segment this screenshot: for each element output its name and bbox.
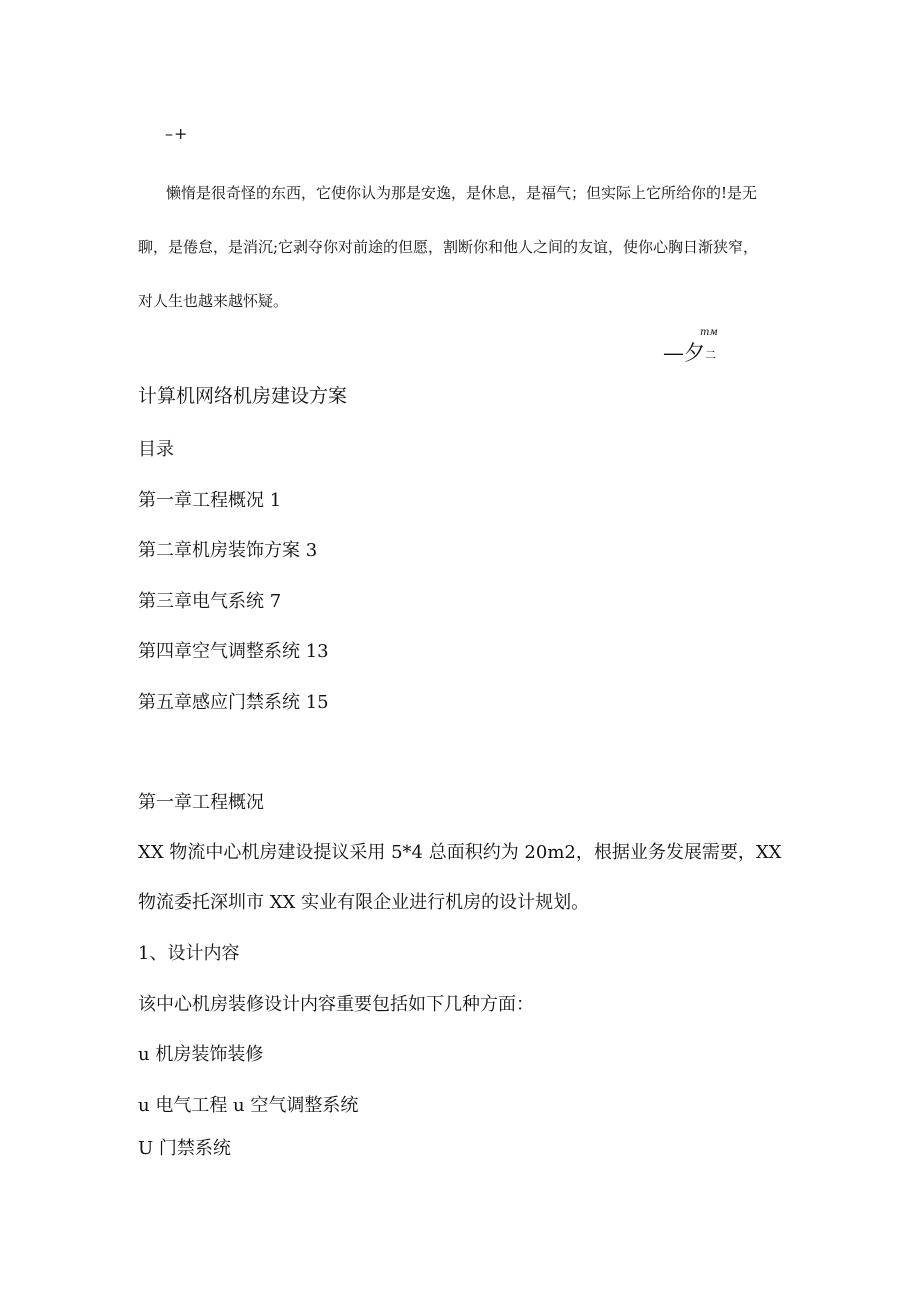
section-intro: 该中心机房装修设计内容重要包括如下几种方面： <box>138 994 534 1015</box>
bullet-item: u 电气工程 u 空气调整系统 <box>138 1095 359 1116</box>
signature-text: —夕 <box>663 341 705 365</box>
toc-item[interactable]: 第二章机房装饰方案 3 <box>138 540 318 561</box>
bullet-item: U 门禁系统 <box>138 1138 231 1159</box>
document-title: 计算机网络机房建设方案 <box>138 385 348 407</box>
chapter-paragraph-line-1: XX 物流中心机房建设提议采用 5*4 总面积约为 20m2，根据业务发展需要，XX <box>138 842 782 863</box>
quote-signature <box>663 337 716 367</box>
signature-tail: 二 <box>705 348 716 362</box>
toc-item[interactable]: 第三章电气系统 7 <box>138 591 282 612</box>
quote-paragraph <box>138 166 778 328</box>
quote-line-2: 聊，是倦怠，是消沉;它剥夺你对前途的但愿，割断你和他人之间的友谊，使你心胸日渐狭窄， <box>138 238 759 256</box>
chapter-heading: 第一章工程概况 <box>138 792 264 813</box>
toc-heading: 目录 <box>138 439 174 460</box>
toc-item[interactable]: 第五章感应门禁系统 15 <box>138 692 329 713</box>
toc-item[interactable]: 第一章工程概况 1 <box>138 490 282 511</box>
header-mark: –+ <box>165 124 189 143</box>
section-heading: 1、设计内容 <box>138 943 240 964</box>
quote-line-1: 懒惰是很奇怪的东西，它使你认为那是安逸，是休息，是福气；但实际上它所给你的!是无 <box>166 184 758 202</box>
quote-line-3: 对人生也越来越怀疑。 <box>138 292 289 310</box>
toc-item[interactable]: 第四章空气调整系统 13 <box>138 641 329 662</box>
chapter-paragraph-line-2: 物流委托深圳市 XX 实业有限企业进行机房的设计规划。 <box>138 892 590 913</box>
bullet-item: u 机房装饰装修 <box>138 1044 264 1065</box>
signature-mark: mм <box>700 327 718 338</box>
